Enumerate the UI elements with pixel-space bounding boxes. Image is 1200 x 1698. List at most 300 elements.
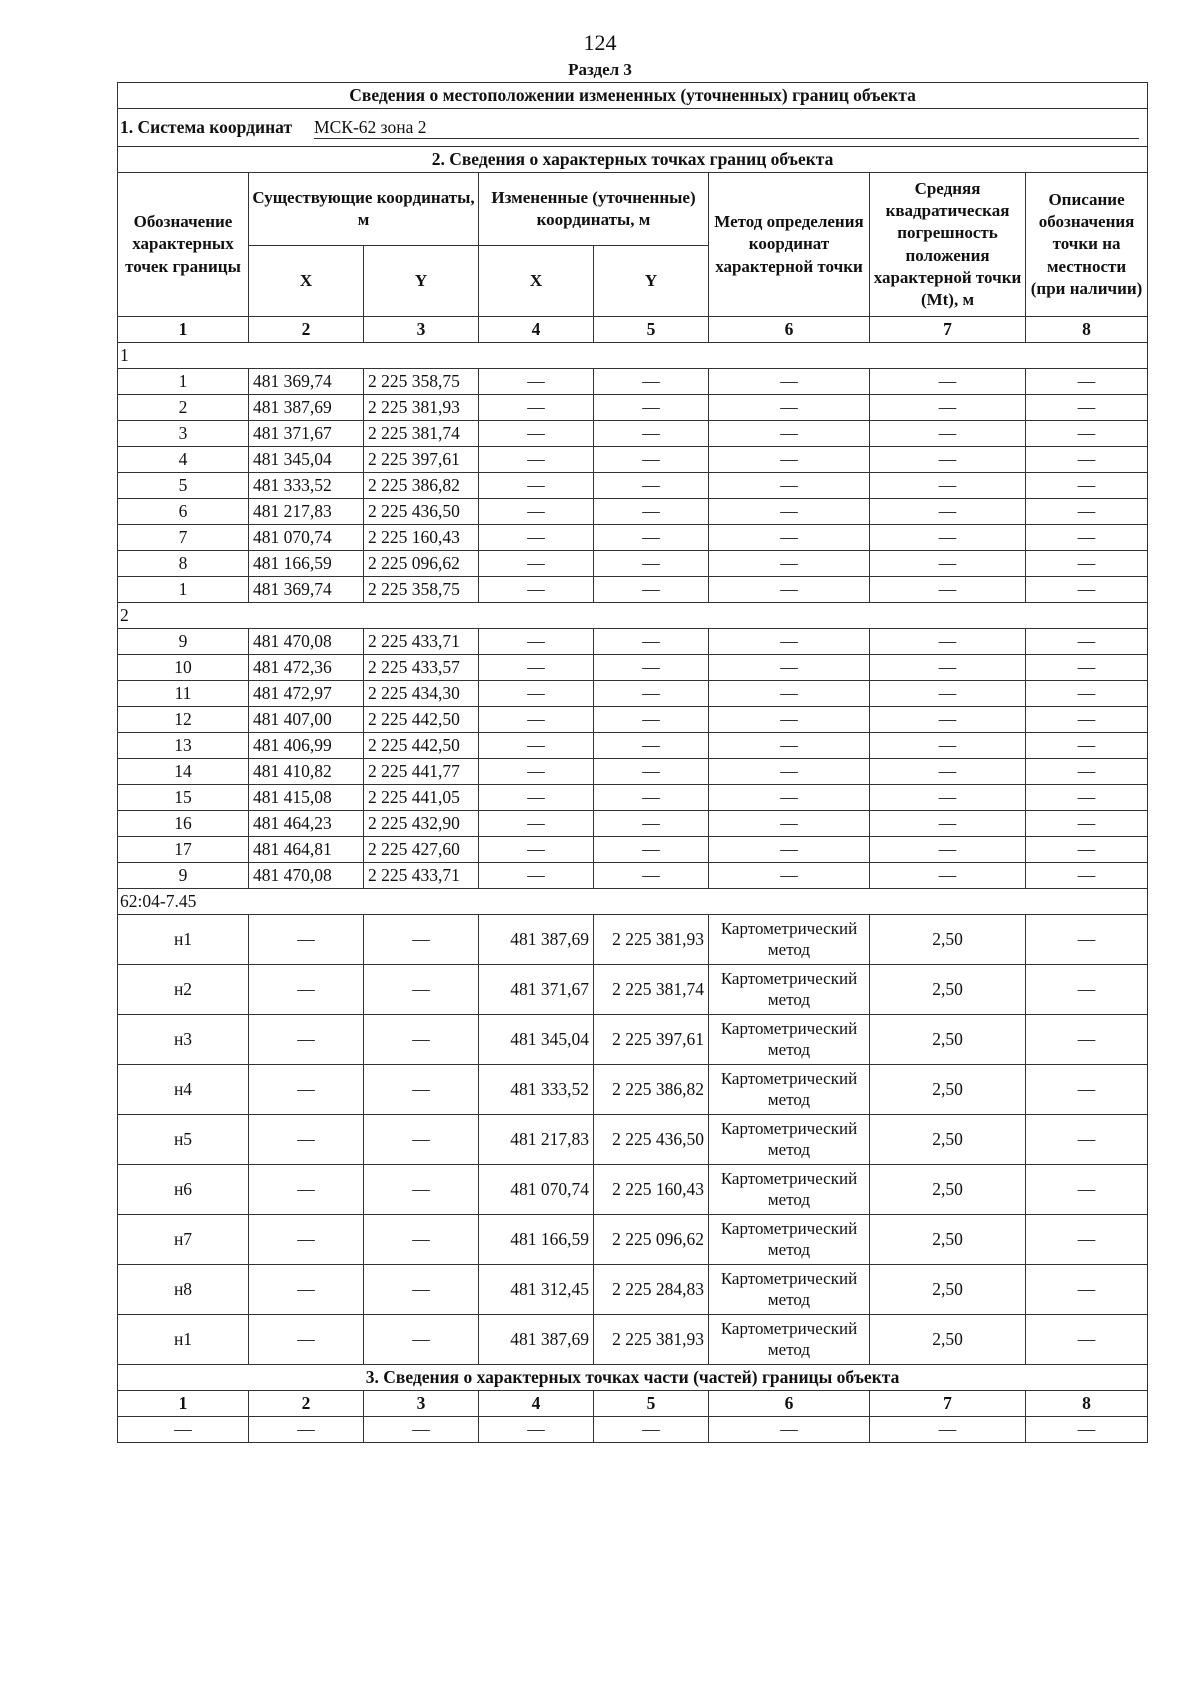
changed-y: —	[594, 551, 709, 577]
part3-title: 3. Сведения о характерных точках части (частей) границы объекта	[118, 1365, 1148, 1391]
coord-system-row	[118, 109, 1148, 147]
col-number: 6	[709, 1391, 870, 1417]
description: —	[1026, 1065, 1148, 1115]
existing-x: 481 407,00	[249, 707, 364, 733]
method: —	[709, 551, 870, 577]
group-label: 62:04-7.45	[118, 889, 1148, 915]
table-row	[118, 1215, 1148, 1265]
table-row	[118, 965, 1148, 1015]
changed-x: 481 333,52	[479, 1065, 594, 1115]
existing-y: 2 225 441,05	[364, 785, 479, 811]
col-number: 1	[118, 317, 249, 343]
changed-x: —	[479, 733, 594, 759]
point-number: 15	[118, 785, 249, 811]
mt: —	[870, 811, 1026, 837]
method: —	[709, 369, 870, 395]
existing-x: —	[249, 1315, 364, 1365]
description: —	[1026, 395, 1148, 421]
existing-x: —	[249, 1215, 364, 1265]
mt: 2,50	[870, 915, 1026, 965]
existing-x: 481 472,36	[249, 655, 364, 681]
point-number: н8	[118, 1265, 249, 1315]
mt: 2,50	[870, 1165, 1026, 1215]
existing-y: 2 225 442,50	[364, 707, 479, 733]
table-row	[118, 785, 1148, 811]
changed-x: 481 312,45	[479, 1265, 594, 1315]
changed-x: —	[479, 681, 594, 707]
changed-x: —	[479, 863, 594, 889]
mt: 2,50	[870, 1215, 1026, 1265]
changed-x: 481 345,04	[479, 1015, 594, 1065]
description: —	[1026, 525, 1148, 551]
point-number: н6	[118, 1165, 249, 1215]
mt: —	[870, 499, 1026, 525]
mt: —	[870, 525, 1026, 551]
existing-y: —	[364, 915, 479, 965]
existing-x: 481 166,59	[249, 551, 364, 577]
changed-y: —	[594, 681, 709, 707]
changed-y: 2 225 284,83	[594, 1265, 709, 1315]
existing-y: 2 225 358,75	[364, 369, 479, 395]
existing-y: 2 225 381,93	[364, 395, 479, 421]
mt: 2,50	[870, 1115, 1026, 1165]
existing-x: 481 333,52	[249, 473, 364, 499]
changed-y: —	[594, 733, 709, 759]
existing-x: 481 415,08	[249, 785, 364, 811]
method: —	[709, 577, 870, 603]
changed-y: 2 225 160,43	[594, 1165, 709, 1215]
method: —	[709, 473, 870, 499]
existing-y: 2 225 434,30	[364, 681, 479, 707]
point-number: 14	[118, 759, 249, 785]
description: —	[1026, 681, 1148, 707]
changed-y: —	[594, 447, 709, 473]
col-number: 8	[1026, 1391, 1148, 1417]
method: —	[709, 655, 870, 681]
table-row	[118, 577, 1148, 603]
method: —	[709, 395, 870, 421]
point-number: 10	[118, 655, 249, 681]
table-row	[118, 369, 1148, 395]
point-number: 11	[118, 681, 249, 707]
column-numbers-row	[118, 1391, 1148, 1417]
point-number: н1	[118, 1315, 249, 1365]
mt: —	[870, 785, 1026, 811]
group-header-row	[118, 603, 1148, 629]
col-number: 3	[364, 317, 479, 343]
existing-x: 481 387,69	[249, 395, 364, 421]
method: Картометрический метод	[709, 1265, 870, 1315]
changed-x: —	[479, 551, 594, 577]
description: —	[1026, 1315, 1148, 1365]
description: —	[1026, 551, 1148, 577]
header-description: Описание обозначения точки на местности (при наличии)	[1026, 173, 1148, 317]
point-number: 16	[118, 811, 249, 837]
mt: —	[870, 655, 1026, 681]
description: —	[1026, 1265, 1148, 1315]
changed-y: —	[594, 499, 709, 525]
part2-title-row	[118, 147, 1148, 173]
changed-x: 481 166,59	[479, 1215, 594, 1265]
mt: —	[870, 681, 1026, 707]
point-number: 5	[118, 473, 249, 499]
mt: 2,50	[870, 1265, 1026, 1315]
table-row	[118, 915, 1148, 965]
existing-y: —	[364, 1265, 479, 1315]
col-number: 1	[118, 1391, 249, 1417]
part2-title: 2. Сведения о характерных точках границ объекта	[118, 147, 1148, 173]
point-number: 1	[118, 369, 249, 395]
description: —	[1026, 759, 1148, 785]
point-number: н4	[118, 1065, 249, 1115]
header-y-existing: Y	[364, 246, 479, 317]
changed-x: 481 217,83	[479, 1115, 594, 1165]
description: —	[1026, 655, 1148, 681]
point-number: н5	[118, 1115, 249, 1165]
changed-y: —	[594, 707, 709, 733]
col-number: 2	[249, 317, 364, 343]
point-number: 13	[118, 733, 249, 759]
changed-y: —	[594, 785, 709, 811]
description: —	[1026, 1115, 1148, 1165]
description: —	[1026, 499, 1148, 525]
changed-x: —	[479, 525, 594, 551]
changed-y: —	[594, 759, 709, 785]
empty-value: —	[249, 1417, 364, 1443]
description: —	[1026, 811, 1148, 837]
description: —	[1026, 421, 1148, 447]
point-number: н3	[118, 1015, 249, 1065]
changed-y: —	[594, 837, 709, 863]
existing-x: 481 070,74	[249, 525, 364, 551]
description: —	[1026, 915, 1148, 965]
point-number: 6	[118, 499, 249, 525]
table-row	[118, 1165, 1148, 1215]
description: —	[1026, 1015, 1148, 1065]
mt: —	[870, 395, 1026, 421]
table-row	[118, 395, 1148, 421]
description: —	[1026, 369, 1148, 395]
point-number: н7	[118, 1215, 249, 1265]
mt: 2,50	[870, 965, 1026, 1015]
page-number: 124	[583, 30, 617, 55]
description: —	[1026, 1215, 1148, 1265]
existing-y: —	[364, 1215, 479, 1265]
existing-y: 2 225 436,50	[364, 499, 479, 525]
mt: —	[870, 473, 1026, 499]
empty-value: —	[1026, 1417, 1148, 1443]
col-number: 5	[594, 1391, 709, 1417]
existing-x: —	[249, 1015, 364, 1065]
table-row	[118, 499, 1148, 525]
changed-y: —	[594, 629, 709, 655]
changed-x: —	[479, 759, 594, 785]
empty-value: —	[594, 1417, 709, 1443]
mt: 2,50	[870, 1015, 1026, 1065]
existing-y: —	[364, 1015, 479, 1065]
existing-y: —	[364, 1065, 479, 1115]
table-row	[118, 629, 1148, 655]
existing-y: —	[364, 965, 479, 1015]
table-row	[118, 811, 1148, 837]
header-existing-coords: Существующие координаты, м	[249, 173, 479, 246]
description: —	[1026, 1165, 1148, 1215]
existing-x: —	[249, 1065, 364, 1115]
mt: —	[870, 421, 1026, 447]
point-number: 4	[118, 447, 249, 473]
changed-x: 481 070,74	[479, 1165, 594, 1215]
description: —	[1026, 733, 1148, 759]
method: —	[709, 447, 870, 473]
mt: —	[870, 837, 1026, 863]
table-row	[118, 1115, 1148, 1165]
col-number: 3	[364, 1391, 479, 1417]
existing-x: —	[249, 1115, 364, 1165]
table-title: Сведения о местоположении измененных (уточненных) границ объекта	[118, 83, 1148, 109]
existing-x: 481 217,83	[249, 499, 364, 525]
existing-y: 2 225 432,90	[364, 811, 479, 837]
changed-x: —	[479, 811, 594, 837]
changed-x: —	[479, 369, 594, 395]
existing-x: 481 369,74	[249, 369, 364, 395]
changed-y: 2 225 397,61	[594, 1015, 709, 1065]
point-number: 1	[118, 577, 249, 603]
col-number: 4	[479, 1391, 594, 1417]
changed-y: —	[594, 577, 709, 603]
method: —	[709, 681, 870, 707]
header-x-changed: X	[479, 246, 594, 317]
changed-y: 2 225 386,82	[594, 1065, 709, 1115]
description: —	[1026, 577, 1148, 603]
column-numbers-row	[118, 317, 1148, 343]
existing-x: —	[249, 1165, 364, 1215]
table-row	[118, 525, 1148, 551]
point-number: н1	[118, 915, 249, 965]
existing-y: 2 225 397,61	[364, 447, 479, 473]
existing-y: 2 225 433,71	[364, 863, 479, 889]
changed-y: 2 225 381,93	[594, 1315, 709, 1365]
existing-y: 2 225 441,77	[364, 759, 479, 785]
mt: —	[870, 629, 1026, 655]
table-row	[118, 551, 1148, 577]
existing-y: 2 225 358,75	[364, 577, 479, 603]
existing-y: 2 225 442,50	[364, 733, 479, 759]
table-row	[118, 1315, 1148, 1365]
col-number: 4	[479, 317, 594, 343]
table-row	[118, 447, 1148, 473]
method: Картометрический метод	[709, 1115, 870, 1165]
col-number: 7	[870, 1391, 1026, 1417]
mt: —	[870, 369, 1026, 395]
part3-title-row	[118, 1365, 1148, 1391]
header-point-designation: Обозначение характерных точек границы	[118, 173, 249, 317]
point-number: 7	[118, 525, 249, 551]
col-number: 7	[870, 317, 1026, 343]
mt: 2,50	[870, 1065, 1026, 1115]
method: —	[709, 785, 870, 811]
existing-x: 481 371,67	[249, 421, 364, 447]
changed-x: —	[479, 655, 594, 681]
mt: —	[870, 551, 1026, 577]
description: —	[1026, 785, 1148, 811]
mt: —	[870, 577, 1026, 603]
description: —	[1026, 837, 1148, 863]
header-x-existing: X	[249, 246, 364, 317]
existing-x: 481 470,08	[249, 863, 364, 889]
changed-x: 481 371,67	[479, 965, 594, 1015]
table-row	[118, 1417, 1148, 1443]
mt: —	[870, 733, 1026, 759]
mt: —	[870, 447, 1026, 473]
changed-x: —	[479, 473, 594, 499]
coord-system-value: МСК-62 зона 2	[314, 117, 1139, 139]
description: —	[1026, 707, 1148, 733]
changed-x: —	[479, 785, 594, 811]
changed-y: 2 225 436,50	[594, 1115, 709, 1165]
method: —	[709, 629, 870, 655]
table-row	[118, 837, 1148, 863]
changed-x: 481 387,69	[479, 1315, 594, 1365]
method: —	[709, 733, 870, 759]
group-header-row	[118, 343, 1148, 369]
changed-x: —	[479, 499, 594, 525]
existing-y: 2 225 386,82	[364, 473, 479, 499]
empty-value: —	[870, 1417, 1026, 1443]
method: Картометрический метод	[709, 1065, 870, 1115]
method: Картометрический метод	[709, 1215, 870, 1265]
method: Картометрический метод	[709, 1165, 870, 1215]
existing-x: —	[249, 915, 364, 965]
mt: —	[870, 863, 1026, 889]
method: —	[709, 759, 870, 785]
section-title: Раздел 3	[568, 60, 632, 79]
changed-y: 2 225 381,93	[594, 915, 709, 965]
existing-x: 481 410,82	[249, 759, 364, 785]
changed-x: —	[479, 447, 594, 473]
existing-y: 2 225 433,71	[364, 629, 479, 655]
method: Картометрический метод	[709, 1015, 870, 1065]
changed-y: —	[594, 525, 709, 551]
method: —	[709, 525, 870, 551]
changed-y: 2 225 096,62	[594, 1215, 709, 1265]
point-number: 8	[118, 551, 249, 577]
coord-system-label: 1. Система координат	[120, 116, 293, 137]
changed-x: 481 387,69	[479, 915, 594, 965]
existing-y: 2 225 160,43	[364, 525, 479, 551]
point-number: 3	[118, 421, 249, 447]
method: Картометрический метод	[709, 1315, 870, 1365]
description: —	[1026, 629, 1148, 655]
col-number: 2	[249, 1391, 364, 1417]
empty-value: —	[118, 1417, 249, 1443]
empty-value: —	[479, 1417, 594, 1443]
changed-y: —	[594, 811, 709, 837]
description: —	[1026, 447, 1148, 473]
changed-y: —	[594, 863, 709, 889]
point-number: 12	[118, 707, 249, 733]
method: —	[709, 421, 870, 447]
table-row	[118, 759, 1148, 785]
method: Картометрический метод	[709, 965, 870, 1015]
table-row	[118, 707, 1148, 733]
changed-x: —	[479, 421, 594, 447]
changed-x: —	[479, 577, 594, 603]
existing-x: 481 369,74	[249, 577, 364, 603]
existing-x: 481 345,04	[249, 447, 364, 473]
header-method: Метод определения координат характерной точки	[709, 173, 870, 317]
table-row	[118, 473, 1148, 499]
existing-x: 481 406,99	[249, 733, 364, 759]
point-number: 2	[118, 395, 249, 421]
changed-x: —	[479, 837, 594, 863]
existing-x: —	[249, 1265, 364, 1315]
empty-value: —	[364, 1417, 479, 1443]
changed-y: —	[594, 395, 709, 421]
header-mt: Средняя квадратическая погрешность положения характерной точки (Mt), м	[870, 173, 1026, 317]
mt: —	[870, 707, 1026, 733]
changed-y: —	[594, 421, 709, 447]
col-number: 6	[709, 317, 870, 343]
method: —	[709, 707, 870, 733]
description: —	[1026, 863, 1148, 889]
changed-y: —	[594, 655, 709, 681]
method: —	[709, 499, 870, 525]
existing-y: —	[364, 1115, 479, 1165]
method: Картометрический метод	[709, 915, 870, 965]
existing-x: —	[249, 965, 364, 1015]
table-row	[118, 655, 1148, 681]
existing-x: 481 464,81	[249, 837, 364, 863]
table-row	[118, 1015, 1148, 1065]
header-y-changed: Y	[594, 246, 709, 317]
empty-value: —	[709, 1417, 870, 1443]
existing-y: —	[364, 1315, 479, 1365]
boundary-table	[117, 82, 1148, 1443]
group-label: 1	[118, 343, 1148, 369]
mt: 2,50	[870, 1315, 1026, 1365]
changed-x: —	[479, 629, 594, 655]
existing-x: 481 472,97	[249, 681, 364, 707]
changed-x: —	[479, 707, 594, 733]
existing-y: 2 225 381,74	[364, 421, 479, 447]
table-row	[118, 863, 1148, 889]
point-number: 9	[118, 629, 249, 655]
method: —	[709, 863, 870, 889]
table-row	[118, 733, 1148, 759]
method: —	[709, 837, 870, 863]
existing-y: —	[364, 1165, 479, 1215]
description: —	[1026, 473, 1148, 499]
existing-x: 481 470,08	[249, 629, 364, 655]
changed-x: —	[479, 395, 594, 421]
group-label: 2	[118, 603, 1148, 629]
method: —	[709, 811, 870, 837]
point-number: 17	[118, 837, 249, 863]
existing-y: 2 225 427,60	[364, 837, 479, 863]
existing-x: 481 464,23	[249, 811, 364, 837]
header-row-1	[118, 173, 1148, 246]
table-row	[118, 1065, 1148, 1115]
table-row	[118, 1265, 1148, 1315]
mt: —	[870, 759, 1026, 785]
description: —	[1026, 965, 1148, 1015]
changed-y: —	[594, 369, 709, 395]
existing-y: 2 225 096,62	[364, 551, 479, 577]
changed-y: 2 225 381,74	[594, 965, 709, 1015]
group-header-row	[118, 889, 1148, 915]
col-number: 5	[594, 317, 709, 343]
header-changed-coords: Измененные (уточненные) координаты, м	[479, 173, 709, 246]
